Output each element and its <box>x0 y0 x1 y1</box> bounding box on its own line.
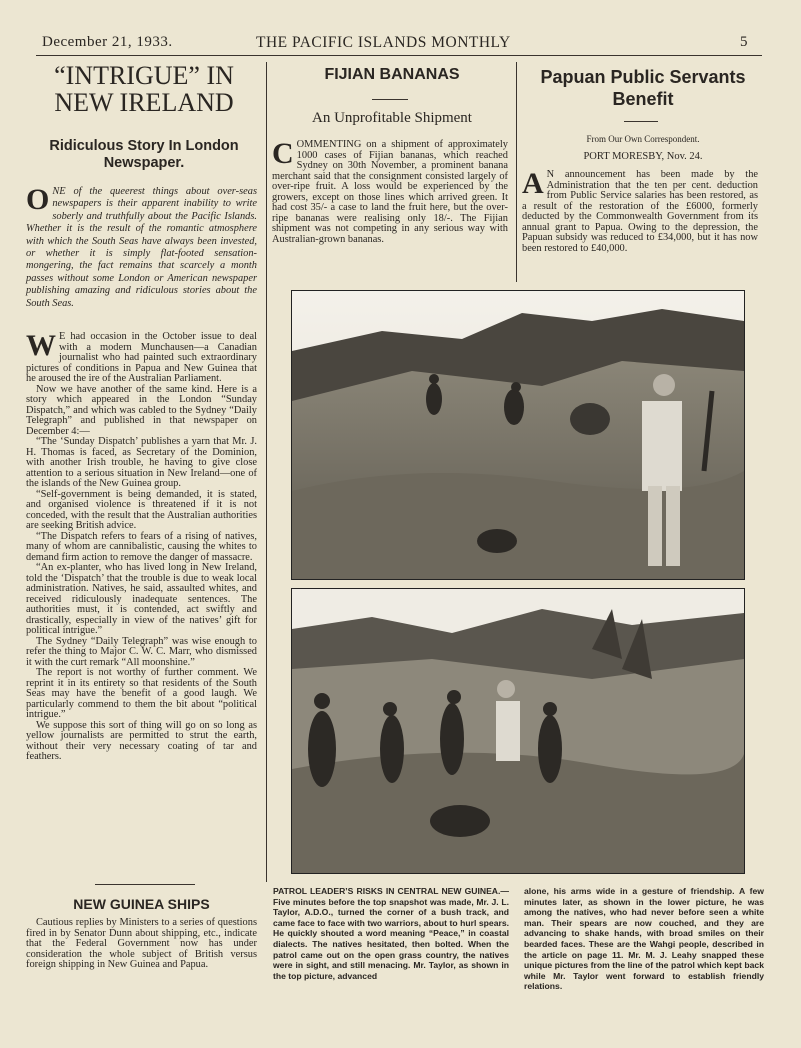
intrigue-paragraph: The Sydney “Daily Telegraph” was wise enough to refer the thing to Major C. W. C. Marr, who dismissed it with the curt remark “All moonshine.” <box>26 635 257 668</box>
intrigue-subhead <box>32 138 256 172</box>
bananas-body <box>272 137 508 245</box>
top-photo-scene <box>292 291 744 579</box>
bananas-rule <box>372 99 408 100</box>
papuan-body <box>522 167 758 254</box>
header-date: December 21, 1933. <box>42 34 173 50</box>
bottom-photo-scene <box>292 589 744 873</box>
intrigue-headline <box>32 62 256 116</box>
column-divider <box>516 62 517 282</box>
intrigue-paragraph: E had occasion in the October issue to deal with a modern Munchausen—a Canadian journalist who had painted such extraordinary pictures of conditions in Papua and New Guinea that he aroused the ire of the Australian Parliament. <box>26 331 257 384</box>
papuan-drop-cap: A <box>522 167 544 200</box>
intrigue-paragraph: “An ex-planter, who has lived long in New Ireland, told the ‘Dispatch’ that the trouble is due to weak local administration. Natives, he said, assaulted whites, and received ridiculously inadequate sentences. The authorities must, it is contended, act swiftly and drastically, especially in view of the natives’ gift for political intrigue.” <box>26 562 257 636</box>
column-divider <box>266 62 267 882</box>
intrigue-paragraph: “The Dispatch refers to fears of a rising of natives, many of whom are cannibalistic, causing the whites to demand firm action to remove the danger of massacre. <box>26 530 257 563</box>
bananas-text: OMMENTING on a shipment of approximately 1000 cases of Fijian bananas, which reached Sydney on 30th November, a prominent banana merchant said that the consignment consisted largely of over-ripe fruit. A loss would be experienced by the growers, except on those lines which arrived green. It had cost 35/- a case to land the fruit here, but the over-ripe bananas were realising only 18/-. The Fijian shipment was not competing in any serious way with Australian-grown bananas. <box>272 139 508 245</box>
top-photograph <box>291 290 745 580</box>
ships-paragraph: Cautious replies by Ministers to a series of questions fired in by Senator Dunn about shipping, etc., indicate that the Federal Government now has under consideration the whole subject of British versus foreign shipping in New Guinea and Papua. <box>26 917 257 970</box>
header-title: THE PACIFIC ISLANDS MONTHLY <box>256 34 511 51</box>
bananas-headline: FIJIAN BANANAS <box>324 66 460 83</box>
header-page-number: 5 <box>740 34 748 50</box>
bottom-photograph <box>291 588 745 874</box>
intrigue-headline-line1: “INTRIGUE” IN <box>54 61 234 90</box>
intrigue-headline-line2: NEW IRELAND <box>54 88 234 117</box>
intrigue-subhead-line2: Newspaper. <box>103 155 185 171</box>
papuan-text: N announcement has been made by the Administration that the ten per cent. deduction from Public Service salaries has been restored, as a result of the restoration of the £6000, formerly deducted by the Commonwealth Government from its annual grant to Papua. Owing to the depression, the Papuan subsidy was reduced to £34,000, but it has now been restored to £40,000. <box>522 169 758 254</box>
bananas-subhead: An Unprofitable Shipment <box>312 110 472 126</box>
caption-right: alone, his arms wide in a gesture of friendship. A few minutes later, as shown in the lower picture, he was among the natives, who had never before seen a white man. Their spears are now couched, and they are advancing to shake hands, with broad smiles on their bearded faces. These are the Wahgi people, described in the article on page 11. Mr. M. J. Leahy snapped these unique pictures from the line of the patrol which kept back while Mr. Taylor went forward to establish friendly relations. <box>524 886 764 992</box>
ships-body <box>26 918 257 971</box>
papuan-rule <box>624 121 658 122</box>
bananas-drop-cap: C <box>272 137 294 170</box>
papuan-headline-line1: Papuan Public Servants <box>540 67 746 87</box>
intrigue-intro <box>26 183 257 310</box>
header-rule <box>36 55 762 56</box>
papuan-headline-line2: Benefit <box>612 89 674 109</box>
body-drop-cap: W <box>26 329 56 362</box>
papuan-dateline: PORT MORESBY, Nov. 24. <box>583 151 703 162</box>
intrigue-paragraph: “The ‘Sunday Dispatch’ publishes a yarn that Mr. J. H. Thomas is faced, as Secretary of the Dominion, with another Irish trouble, he having to give close attention to a serious situation in New Ireland—one of the islands of the New Guinea group. <box>26 436 257 489</box>
intrigue-paragraph: “Self-government is being demanded, it is stated, and organised violence is threatened if it is not conceded, with the result that the Australian authorities are seeking British advice. <box>26 488 257 531</box>
papuan-headline <box>520 66 766 110</box>
intrigue-paragraph: Now we have another of the same kind. Here is a story which appeared in the London “Sunday Dispatch,” and which was cabled to the Sydney “Daily Telegraph” and published in that newspaper on December 4:— <box>26 383 257 437</box>
intro-drop-cap: O <box>26 183 50 216</box>
section-rule <box>95 884 195 885</box>
intrigue-paragraph: We suppose this sort of thing will go on so long as yellow journalists are permitted to strut the earth, without their very necessary coating of tar and feathers. <box>26 719 257 762</box>
papuan-source: From Our Own Correspondent. <box>586 134 700 144</box>
caption-left: PATROL LEADER’S RISKS IN CENTRAL NEW GUINEA.—Five minutes before the top snapshot was made, Mr. J. L. Taylor, A.D.O., turned the corner of a bush track, and came face to face with two warriors, about to hurl spears. He quickly shouted a word meaning “Peace,” in coastal dialects. The natives hesitated, then bolted. When the patrol came out on the open grass country, the natives were in sight, and still menacing. Mr. Taylor, as shown in the top picture, advanced <box>273 886 509 981</box>
intrigue-body <box>26 329 257 763</box>
ships-headline: NEW GUINEA SHIPS <box>73 896 210 912</box>
intrigue-subhead-line1: Ridiculous Story In London <box>49 138 239 154</box>
intro-text: NE of the queerest things about over-seas newspapers is their apparent inability to write soberly and truthfully about the Pacific Islands. Whether it is the result of the romantic atmosphere with which the South Seas have always been invested, or whether it is simply flat-footed sensation-mongering, the fact remains that scarcely a month passes without some London or American newspaper publishing amazing and ridiculous stories about the South Seas. <box>26 186 257 309</box>
intrigue-paragraph: The report is not worthy of further comment. We reprint it in its entirety so that residents of the South Seas may have the benefit of a good laugh. We particularly commend to them the bit about “political intrigue.” <box>26 667 257 720</box>
